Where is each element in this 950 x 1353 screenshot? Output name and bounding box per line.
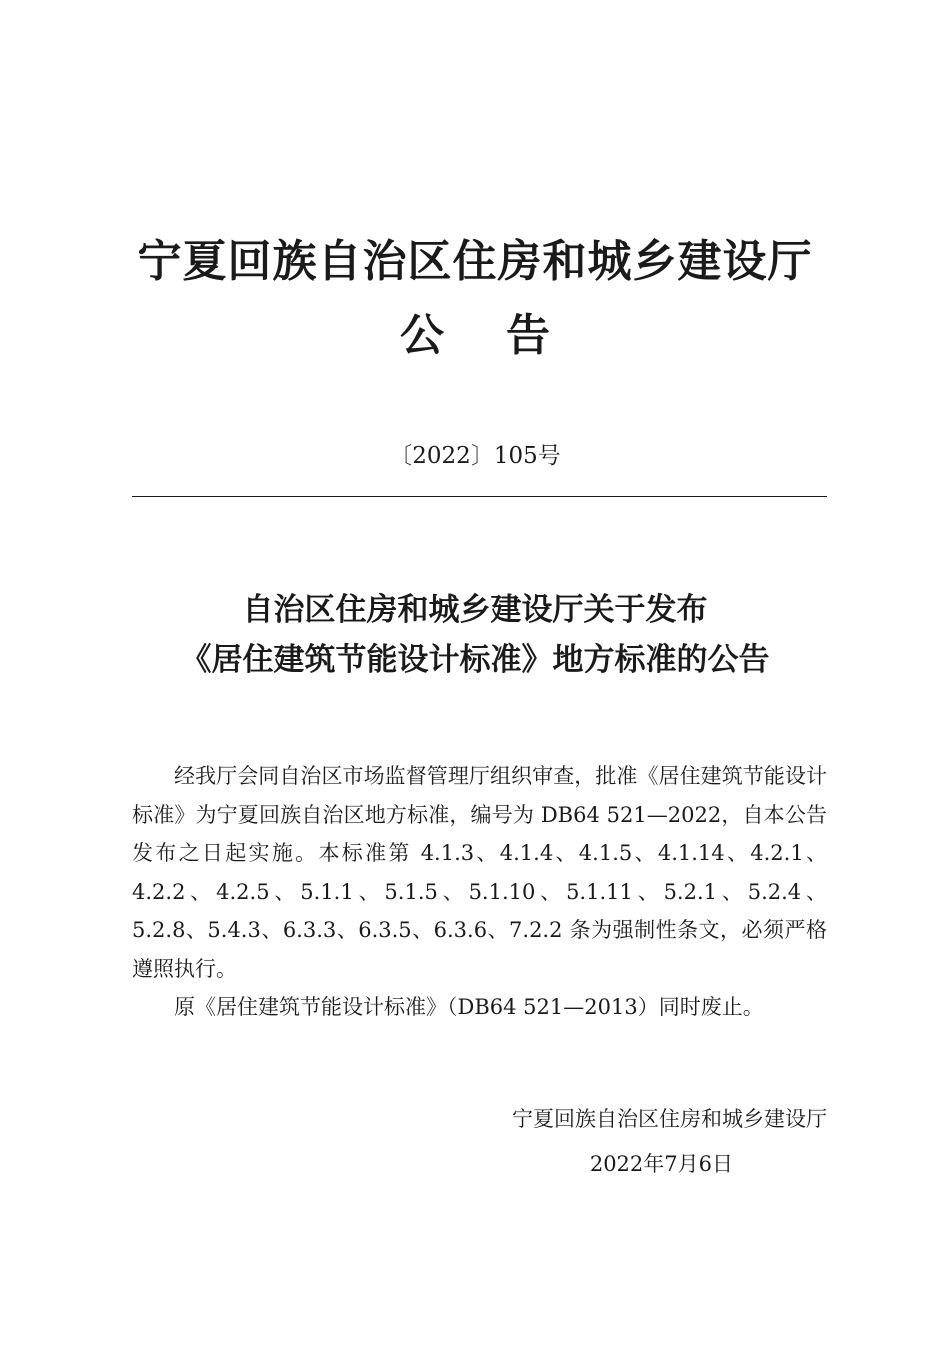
signature-date: 2022年7月6日	[589, 1152, 733, 1176]
signer: 宁夏回族自治区住房和城乡建设厅	[512, 1107, 827, 1131]
document-type-heading: 公告	[400, 310, 612, 361]
issuer-heading: 宁夏回族自治区住房和城乡建设厅	[137, 236, 813, 287]
announcement-title	[0, 585, 950, 685]
announcement-title-line-2: 《居住建筑节能设计标准》地方标准的公告	[180, 642, 770, 678]
body-paragraph-2: 原《居住建筑节能设计标准》（DB64 521—2013）同时废止。	[174, 995, 764, 1019]
document-number: 〔2022〕105号	[389, 443, 561, 469]
announcement-body	[132, 757, 827, 1027]
body-paragraph-1: 经我厅会同自治区市场监督管理厅组织审查，批准《居住建筑节能设计标准》为宁夏回族自治区地方标准，编号为 DB64 521—2022，自本公告发布之日起实施。本标准第 4.1.3、4.1.4、4.1.5、4.1.14、4.2.1、4.2.2、4.2.5、5.1.1、5.1.5、5.1.10、5.1.11、5.2.1、5.2.4、5.2.8、5.4.3、6.3.3、6.3.5、6.3.6、7.2.2 条为强制性条文，必须严格遵照执行。	[132, 764, 827, 981]
header-divider	[132, 496, 827, 497]
announcement-title-line-1: 自治区住房和城乡建设厅关于发布	[242, 592, 708, 628]
